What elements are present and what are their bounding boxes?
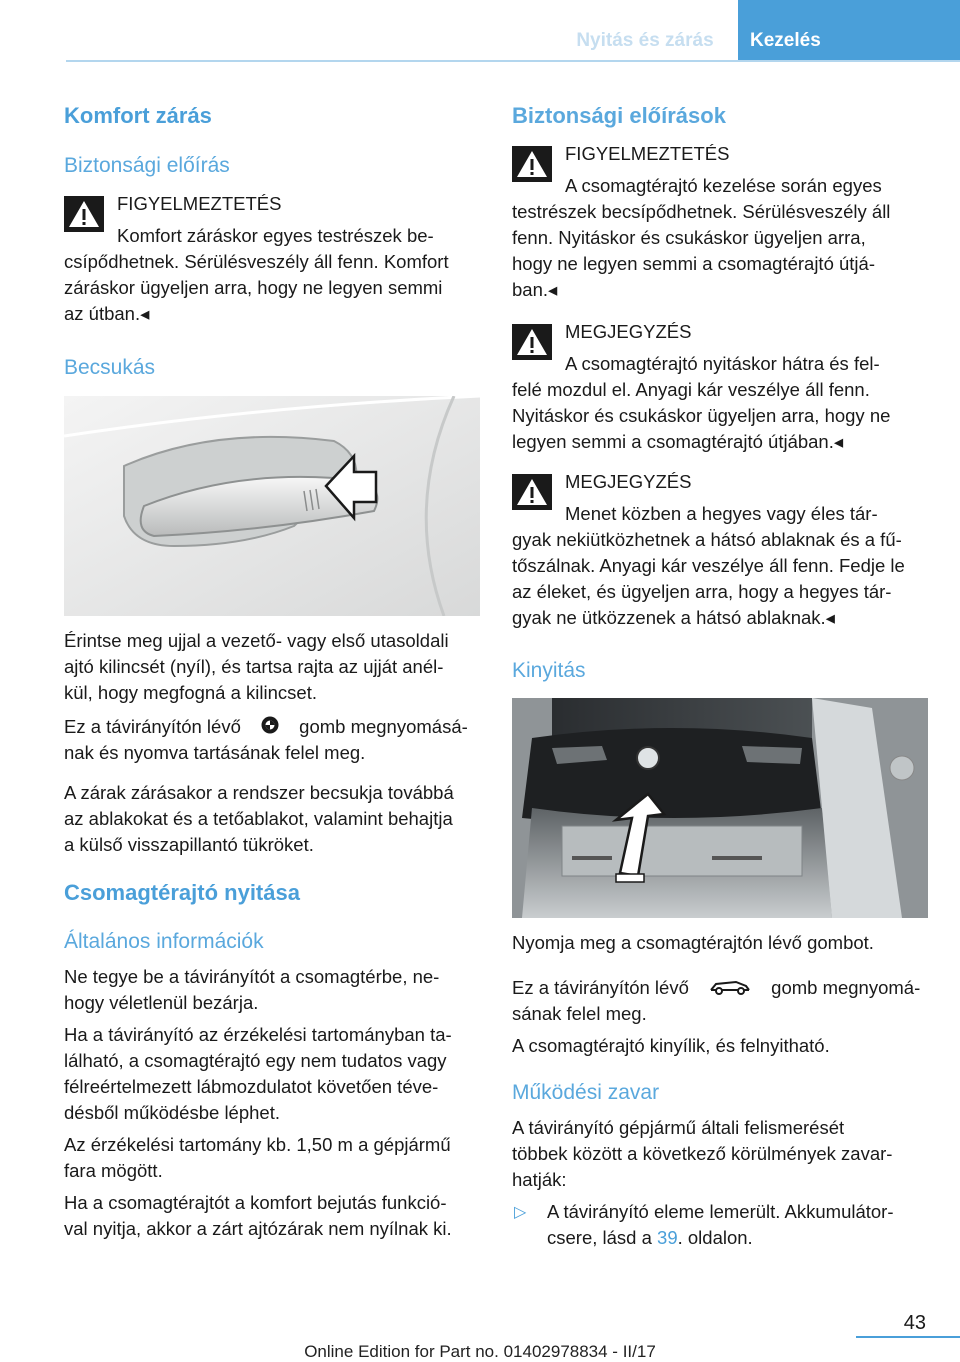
header-chapter-tab[interactable]: Kezelés [738, 0, 960, 62]
warning-text-line: ban.◂ [512, 279, 558, 300]
paragraph-line: désből működésbe léphet. [64, 1102, 280, 1123]
warning-text-line: az útban.◂ [64, 303, 150, 324]
paragraph-line: hatják: [512, 1169, 567, 1190]
heading-komfort-zaras: Komfort zárás [64, 103, 212, 128]
notice-title: MEGJEGYZÉS [565, 321, 692, 342]
paragraph-line: Nyomja meg a csomagtérajtón lévő gombot. [512, 932, 874, 953]
door-handle-figure [64, 396, 480, 616]
bullet-text-line [547, 1225, 753, 1251]
notice-text-line: tőszálnak. Anyagi kár veszélye áll fenn. Fedje le [512, 555, 905, 576]
notice-text-line: legyen semmi a csomagtérajtó útjában.◂ [512, 431, 844, 452]
paragraph-line: Az érzékelési tartomány kb. 1,50 m a gépjármű [64, 1134, 451, 1155]
notice-title: MEGJEGYZÉS [565, 471, 692, 492]
notice-text-line: Menet közben a hegyes vagy éles tár- [565, 503, 878, 524]
paragraph-line: félreértelmezett lábmozdulatot követően téve- [64, 1076, 439, 1097]
page-reference-link[interactable]: 39 [657, 1227, 678, 1248]
paragraph-remote-tailgate [512, 975, 920, 1002]
lock-button-icon [260, 715, 280, 742]
heading-biztonsagi-eloiras: Biztonsági előírás [64, 154, 230, 177]
paragraph-line: többek között a következő körülmények zavar- [512, 1143, 893, 1164]
paragraph-line: val nyitja, akkor a zárt ajtózárak nem nyílnak ki. [64, 1218, 452, 1239]
bullet-text-line: A távirányító eleme lemerült. Akkumulátor- [547, 1201, 894, 1222]
warning-text-line: záráskor ügyeljen arra, hogy ne legyen semmi [64, 277, 443, 298]
paragraph-line: lálható, a csomagtérajtó egy nem tudatos vagy [64, 1050, 447, 1071]
paragraph-text: Ez a távirányítón lévő [512, 977, 689, 998]
paragraph-line: kül, hogy megfogná a kilincset. [64, 682, 317, 703]
paragraph-text: gomb megnyomásá- [299, 716, 468, 737]
paragraph-line: A csomagtérajtó kinyílik, és felnyitható. [512, 1035, 830, 1056]
paragraph-line: ajtó kilincsét (nyíl), és tartsa rajta az ujját anél- [64, 656, 444, 677]
bullet-text: csere, lásd a [547, 1227, 652, 1248]
bullet-marker: ▷ [514, 1204, 527, 1221]
notice-text-line: gyak nekiütközhetnek a hátsó ablaknak és a fű- [512, 529, 902, 550]
tailgate-figure [512, 698, 928, 918]
paragraph-line: fara mögött. [64, 1160, 163, 1181]
heading-mukodesi-zavar: Működési zavar [512, 1081, 660, 1104]
warning-text-line: hogy ne legyen semmi a csomagtérajtó útjá- [512, 253, 875, 274]
paragraph-text: gomb megnyomá- [771, 977, 921, 998]
page-number: 43 [903, 1312, 926, 1334]
notice-text-line: felé mozdul el. Anyagi kár veszélye áll fenn. [512, 379, 870, 400]
notice-text-line: A csomagtérajtó nyitáskor hátra és fel- [565, 353, 880, 374]
warning-text-line: csípődhetnek. Sérülésveszély áll fenn. Komfort [64, 251, 449, 272]
paragraph-text: Ez a távirányítón lévő [64, 716, 241, 737]
footer-rule [856, 1336, 960, 1338]
warning-title: FIGYELMEZTETÉS [565, 143, 730, 164]
notice-text-line: gyak ne ütközzenek a hátsó ablaknak.◂ [512, 607, 835, 628]
heading-becsukas: Becsukás [64, 356, 156, 379]
bullet-text: . oldalon. [677, 1227, 753, 1248]
heading-csomagterajto: Csomagtérajtó nyitása [64, 880, 300, 905]
header-section-title: Nyitás és zárás [576, 30, 714, 51]
heading-biztonsagi-eloirasok: Biztonsági előírások [512, 103, 726, 128]
paragraph-line: az ablakokat és a tetőablakot, valamint behajtja [64, 808, 453, 829]
page-header [0, 0, 960, 62]
paragraph-line: Ne tegye be a távirányítót a csomagtérbe, ne- [64, 966, 440, 987]
notice-icon [512, 324, 552, 360]
heading-altalanos: Általános információk [64, 930, 264, 953]
paragraph-line: sának felel meg. [512, 1003, 647, 1024]
warning-text-line: testrészek becsípődhetnek. Sérülésveszély áll [512, 201, 891, 222]
warning-text-line: Komfort záráskor egyes testrészek be- [117, 225, 434, 246]
warning-title: FIGYELMEZTETÉS [117, 193, 282, 214]
notice-text-line: az éleket, és ügyeljen arra, hogy a hegyes tár- [512, 581, 892, 602]
warning-text-line: fenn. Nyitáskor és csukáskor ügyeljen arra, [512, 227, 866, 248]
paragraph-line: Érintse meg ujjal a vezető- vagy első utasoldali [64, 630, 449, 651]
notice-text-line: Nyitáskor és csukáskor ügyeljen arra, hogy ne [512, 405, 891, 426]
paragraph-line: A távirányító gépjármű általi felismerését [512, 1117, 845, 1138]
warning-text-line: A csomagtérajtó kezelése során egyes [565, 175, 882, 196]
warning-icon [512, 146, 552, 182]
paragraph-line: Ha a csomagtérajtót a komfort bejutás funkció- [64, 1192, 447, 1213]
paragraph-line: nak és nyomva tartásának felel meg. [64, 742, 366, 763]
paragraph-line: Ha a távirányító az érzékelési tartományban ta- [64, 1024, 452, 1045]
header-rule [66, 60, 960, 62]
paragraph-line: A zárak zárásakor a rendszer becsukja továbbá [64, 782, 454, 803]
paragraph-line: hogy véletlenül bezárja. [64, 992, 259, 1013]
car-tailgate-button-icon [708, 976, 752, 1003]
warning-icon [64, 196, 104, 232]
paragraph-line: a külső visszapillantó tükröket. [64, 834, 314, 855]
footer-edition: Online Edition for Part no. 01402978834 - II/17 [304, 1342, 656, 1361]
paragraph-remote-lock [64, 714, 468, 741]
notice-icon [512, 474, 552, 510]
heading-kinyitas: Kinyitás [512, 659, 586, 682]
